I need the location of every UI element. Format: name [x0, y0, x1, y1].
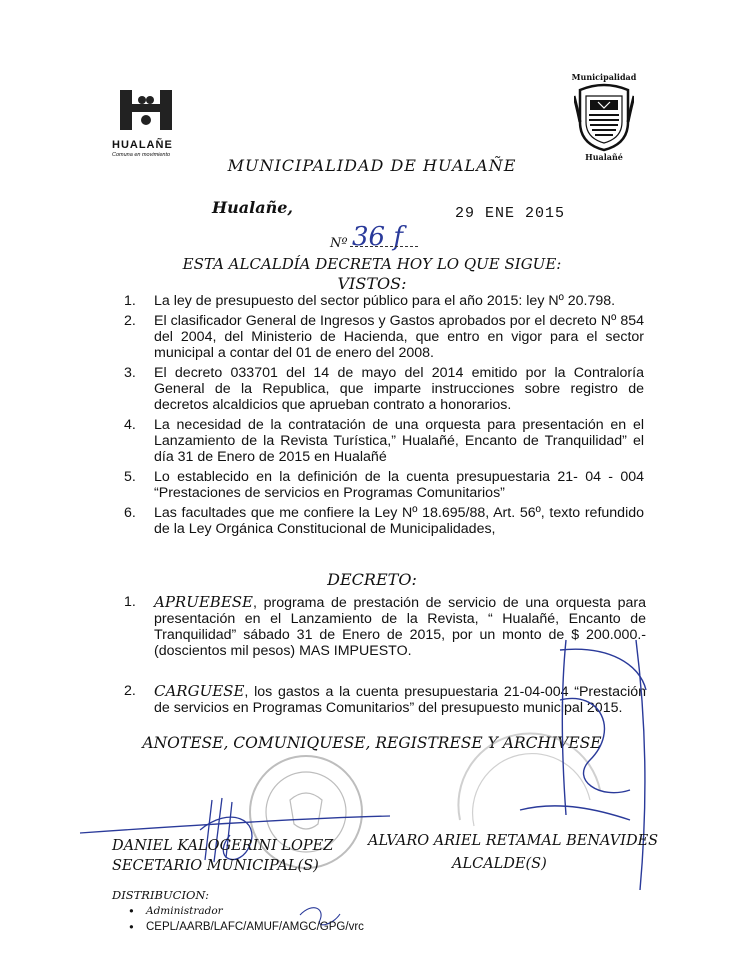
mayor-signature-icon [520, 640, 646, 890]
item-text: , programa de prestación de servicio de una orquesta para presentación en el Lanzamiento de la Revista, “ Hualañé, Encanto de Tranquilidad” sábado 31 de Enero de 2015, por un monto de $ 200.000.- (doscientos mil pesos) MAS IMPUESTO. [154, 595, 646, 659]
decreto-heading: DECRETO: [327, 570, 417, 589]
municipal-logo [112, 88, 184, 158]
decreto-item-charge [124, 683, 646, 716]
item-number: 2. [124, 313, 136, 329]
item-text: Lo establecido en la definición de la cuenta presupuestaria 21- 04 - 004 “Prestaciones de servicios en Programas Comunitarios” [154, 469, 644, 501]
municipal-seal [566, 72, 642, 164]
list-item [124, 293, 644, 309]
item-number: 1. [124, 293, 136, 309]
seal-top-text: Municipalidad [571, 72, 637, 82]
place-label: Hualañe, [212, 198, 293, 217]
list-item [124, 505, 644, 537]
item-text: La necesidad de la contratación de una orquesta para presentación en el Lanzamiento de la Revista Turística,” Hualañé, Encanto de Tranquilidad” el día 31 de Enero de 2015 en Hualañé [154, 417, 644, 465]
mayor-name: ALVARO ARIEL RETAMAL BENAVIDES [368, 833, 659, 849]
item-text: , los gastos a la cuenta presupuestaria 21-04-004 “Prestación de servicios en Programas Comunitarios” del presupuesto municipal 2015. [154, 684, 646, 716]
decreto-keyword: APRUEBESE [154, 593, 254, 611]
vistos-list [124, 293, 644, 541]
item-number: 1. [124, 594, 136, 610]
page-title: MUNICIPALIDAD DE HUALAÑE [227, 156, 517, 175]
distribution-list [128, 903, 364, 935]
vistos-heading: VISTOS: [337, 274, 407, 293]
item-number: 3. [124, 365, 136, 381]
item-number: 2. [124, 683, 136, 699]
list-item [124, 313, 644, 361]
decreto-item-approve [124, 594, 646, 659]
mayor-role: ALCALDE(S) [452, 856, 547, 872]
item-text: El clasificador General de Ingresos y Gastos aprobados por el decreto Nº 854 del 2004, del Ministerio de Hacienda, que entro en vigor para el sector municipal a contar del 01 de enero del 2008. [154, 313, 644, 361]
secretary-name: DANIEL KALOGERINI LOPEZ [112, 838, 334, 854]
list-item [128, 919, 364, 935]
item-number: 4. [124, 417, 136, 433]
list-item [128, 903, 364, 919]
decreto-keyword: CARGUESE [154, 682, 245, 700]
secretary-role: SECETARIO MUNICIPAL(S) [112, 858, 319, 874]
closing-formula: ANOTESE, COMUNIQUESE, REGISTRESE Y ARCHIVESE [142, 734, 602, 752]
item-number: 6. [124, 505, 136, 521]
distribution-item: Administrador [146, 905, 223, 917]
item-number: 5. [124, 469, 136, 485]
decree-intro: ESTA ALCALDÍA DECRETA HOY LO QUE SIGUE: [182, 255, 562, 273]
decree-number-value: 36 f [352, 222, 403, 252]
list-item [124, 365, 644, 413]
coat-of-arms-icon [574, 82, 634, 152]
seal-bottom-text: Hualañé [585, 152, 623, 162]
logo-tagline: Comuna en movimiento [112, 152, 171, 158]
logo-name: HUALAÑE [112, 139, 173, 151]
date-stamp: 29 ENE 2015 [455, 205, 566, 222]
distribution-item: CEPL/AARB/LAFC/AMUF/AMGC/GPG/vrc [146, 921, 364, 933]
list-item [124, 417, 644, 465]
list-item [124, 469, 644, 501]
distribution-heading: DISTRIBUCION: [112, 888, 209, 902]
item-text: El decreto 033701 del 14 de mayo del 2014 emitido por la Contraloría General de la Republica, que imparte instrucciones sobre registro de decretos alcaldicios que aprueban contrato a honorarios. [154, 365, 644, 413]
item-text: Las facultades que me confiere la Ley Nº 18.695/88, Art. 56º, texto refundido de la Ley Orgánica Constitucional de Municipalidades, [154, 505, 644, 537]
decree-number-label: Nº [330, 236, 348, 251]
decree-number-line [350, 246, 418, 247]
item-text: La ley de presupuesto del sector público para el año 2015: ley Nº 20.798. [154, 293, 616, 309]
hualane-logo-icon [118, 88, 174, 132]
